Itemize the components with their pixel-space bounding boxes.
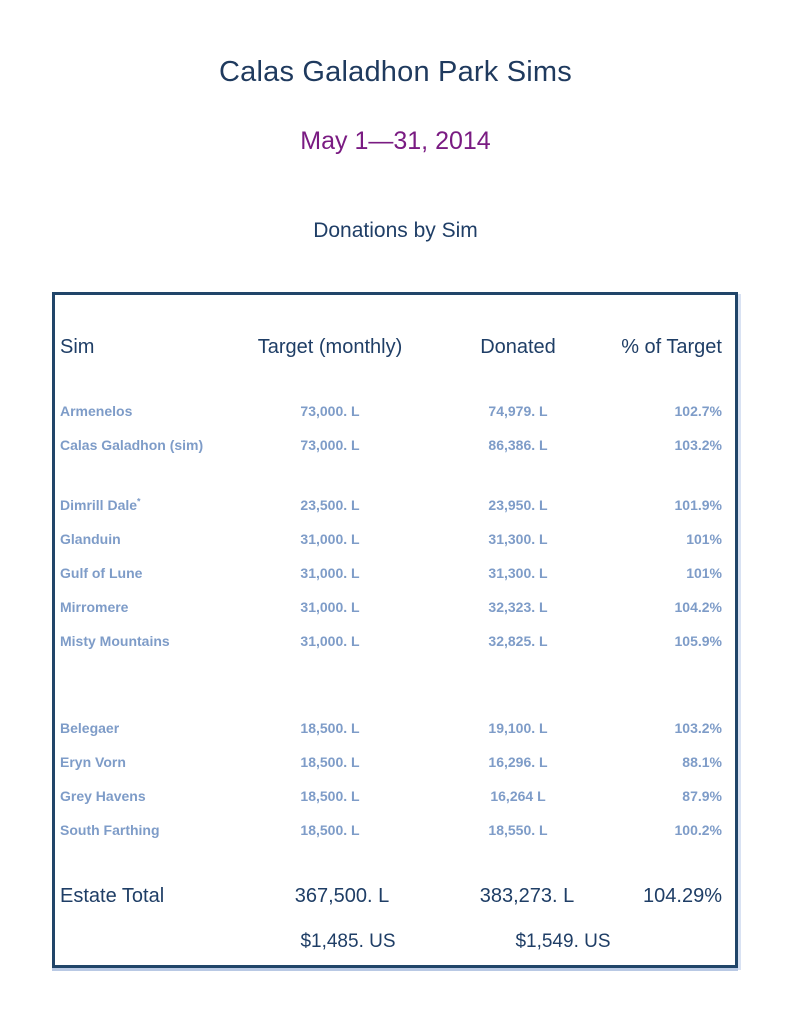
- sim-name: [60, 750, 245, 774]
- sim-name-text: Glanduin: [60, 531, 121, 547]
- target-value: 18,500. L: [300, 822, 360, 838]
- date-range: May 1—31, 2014: [300, 127, 491, 155]
- table-row: [55, 595, 753, 619]
- table-row: [55, 561, 753, 585]
- header-donated: Donated: [480, 336, 556, 358]
- sim-name-text: Calas Galadhon (sim): [60, 437, 204, 453]
- sim-name: [60, 399, 245, 423]
- table-row: [55, 818, 753, 842]
- sim-name-text: Gulf of Lune: [60, 565, 143, 581]
- usd-donated-value: $1,549. US: [515, 931, 611, 952]
- sim-name-text: Belegaer: [60, 720, 120, 736]
- section-subtitle: Donations by Sim: [313, 219, 478, 242]
- donations-table: [52, 292, 738, 968]
- table-row: [55, 433, 753, 457]
- donated-value: 16,264 L: [490, 788, 546, 804]
- usd-spacer: [60, 929, 245, 955]
- target-value: 18,500. L: [300, 788, 360, 804]
- header-target: Target (monthly): [257, 336, 403, 358]
- pct-value: 101%: [686, 531, 722, 547]
- sim-name: [60, 493, 245, 517]
- table-row: [55, 716, 753, 740]
- target-value: 31,000. L: [300, 565, 360, 581]
- pct-value: 103.2%: [674, 720, 722, 736]
- target-value: 31,000. L: [300, 633, 360, 649]
- target-value: 73,000. L: [300, 437, 360, 453]
- sim-name: [60, 595, 245, 619]
- header-sim: Sim: [60, 336, 95, 358]
- sim-name-text: Dimrill Dale: [60, 497, 138, 513]
- donated-value: 32,825. L: [488, 633, 548, 649]
- sim-name: [60, 716, 245, 740]
- table-row: [55, 493, 753, 517]
- pct-value: 101%: [686, 565, 722, 581]
- estate-total-donated: 383,273. L: [479, 885, 575, 907]
- estate-total-row: [55, 883, 753, 909]
- estate-total-target: 367,500. L: [294, 885, 390, 907]
- header-pct: % of Target: [621, 336, 722, 358]
- target-value: 18,500. L: [300, 754, 360, 770]
- pct-value: 101.9%: [674, 497, 722, 513]
- donated-value: 23,950. L: [488, 497, 548, 513]
- donated-value: 32,323. L: [488, 599, 548, 615]
- target-value: 23,500. L: [300, 497, 360, 513]
- sim-name-text: Armenelos: [60, 403, 133, 419]
- table-row: [55, 750, 753, 774]
- table-row: [55, 399, 753, 423]
- sim-name: [60, 527, 245, 551]
- page-title: Calas Galadhon Park Sims: [219, 56, 572, 88]
- donated-value: 19,100. L: [488, 720, 548, 736]
- sim-name-text: South Farthing: [60, 822, 160, 838]
- donated-value: 86,386. L: [488, 437, 548, 453]
- pct-value: 102.7%: [674, 403, 722, 419]
- sim-name: [60, 784, 245, 808]
- target-value: 73,000. L: [300, 403, 360, 419]
- pct-value: 103.2%: [674, 437, 722, 453]
- sim-name: [60, 818, 245, 842]
- pct-value: 100.2%: [674, 822, 722, 838]
- target-value: 31,000. L: [300, 599, 360, 615]
- table-header-row: [55, 335, 753, 359]
- sim-name-text: Grey Havens: [60, 788, 146, 804]
- pct-value: 104.2%: [674, 599, 722, 615]
- sim-name: [60, 629, 245, 653]
- pct-value: 87.9%: [682, 788, 722, 804]
- donated-value: 18,550. L: [488, 822, 548, 838]
- sim-name-text: Eryn Vorn: [60, 754, 126, 770]
- donated-value: 31,300. L: [488, 531, 548, 547]
- sim-name: [60, 433, 245, 457]
- pct-value: 105.9%: [674, 633, 722, 649]
- table-row: [55, 629, 753, 653]
- table-row: [55, 527, 753, 551]
- table-row: [55, 784, 753, 808]
- target-value: 31,000. L: [300, 531, 360, 547]
- usd-target-value: $1,485. US: [300, 931, 396, 952]
- sim-name-text: Misty Mountains: [60, 633, 170, 649]
- usd-total-row: [55, 929, 753, 955]
- sim-name-text: Mirromere: [60, 599, 129, 615]
- sim-name: [60, 561, 245, 585]
- target-value: 18,500. L: [300, 720, 360, 736]
- donated-value: 74,979. L: [488, 403, 548, 419]
- footnote-marker: *: [137, 496, 141, 507]
- donated-value: 16,296. L: [488, 754, 548, 770]
- estate-total-label: Estate Total: [60, 885, 165, 907]
- estate-total-pct: 104.29%: [643, 885, 722, 907]
- pct-value: 88.1%: [682, 754, 722, 770]
- donated-value: 31,300. L: [488, 565, 548, 581]
